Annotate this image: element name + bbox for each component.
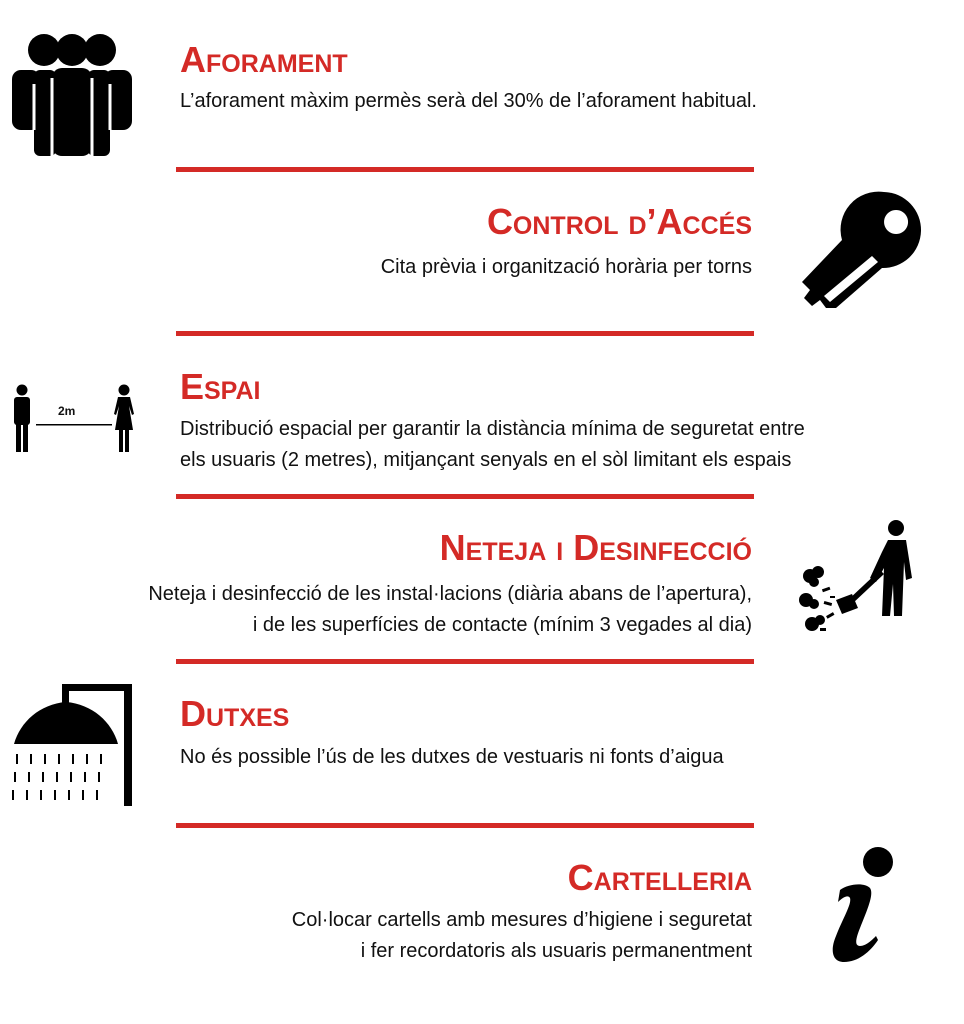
section-title-espai: Espai xyxy=(180,366,261,407)
divider xyxy=(176,167,754,172)
section-text-neteja-line-1: Neteja i desinfecció de les instal·lacions (diària abans de l’apertura), xyxy=(148,583,752,605)
section-text-aforament: L’aforament màxim permès serà del 30% de l’aforament habitual. xyxy=(180,90,757,112)
section-title-dutxes: Dutxes xyxy=(180,693,290,734)
section-text-control-acces: Cita prèvia i organització horària per torns xyxy=(380,256,752,278)
section-title-aforament: Aforament xyxy=(180,39,348,80)
crowd-icon xyxy=(12,32,132,156)
section-text-dutxes: No és possible l’ús de les dutxes de vestuaris ni fonts d’aigua xyxy=(180,746,724,768)
divider xyxy=(176,331,754,336)
divider xyxy=(176,494,754,499)
divider xyxy=(176,823,754,828)
section-text-neteja-line-2: i de les superfícies de contacte (mínim 3 vegades al dia) xyxy=(252,614,752,636)
section-text-espai-line-1: Distribució espacial per garantir la distància mínima de seguretat entre xyxy=(180,418,805,440)
social-distance-icon xyxy=(12,384,134,454)
section-text-espai-line-2: els usuaris (2 metres), mitjançant senyals en el sòl limitant els espais xyxy=(180,449,792,471)
divider xyxy=(176,659,754,664)
section-title-cartelleria: Cartelleria xyxy=(567,857,752,898)
shower-icon xyxy=(10,682,134,806)
section-title-control-acces: Control d’Accés xyxy=(486,201,752,242)
info-icon xyxy=(826,846,898,966)
distance-label: 2m xyxy=(58,404,76,418)
section-text-cartelleria-line-2: i fer recordatoris als usuaris permanentment xyxy=(360,940,752,962)
key-icon xyxy=(798,190,924,312)
section-text-cartelleria-line-1: Col·locar cartells amb mesures d’higiene i seguretat xyxy=(291,909,752,931)
sweeping-icon xyxy=(796,518,924,644)
section-title-neteja: Neteja i Desinfecció xyxy=(439,527,752,568)
